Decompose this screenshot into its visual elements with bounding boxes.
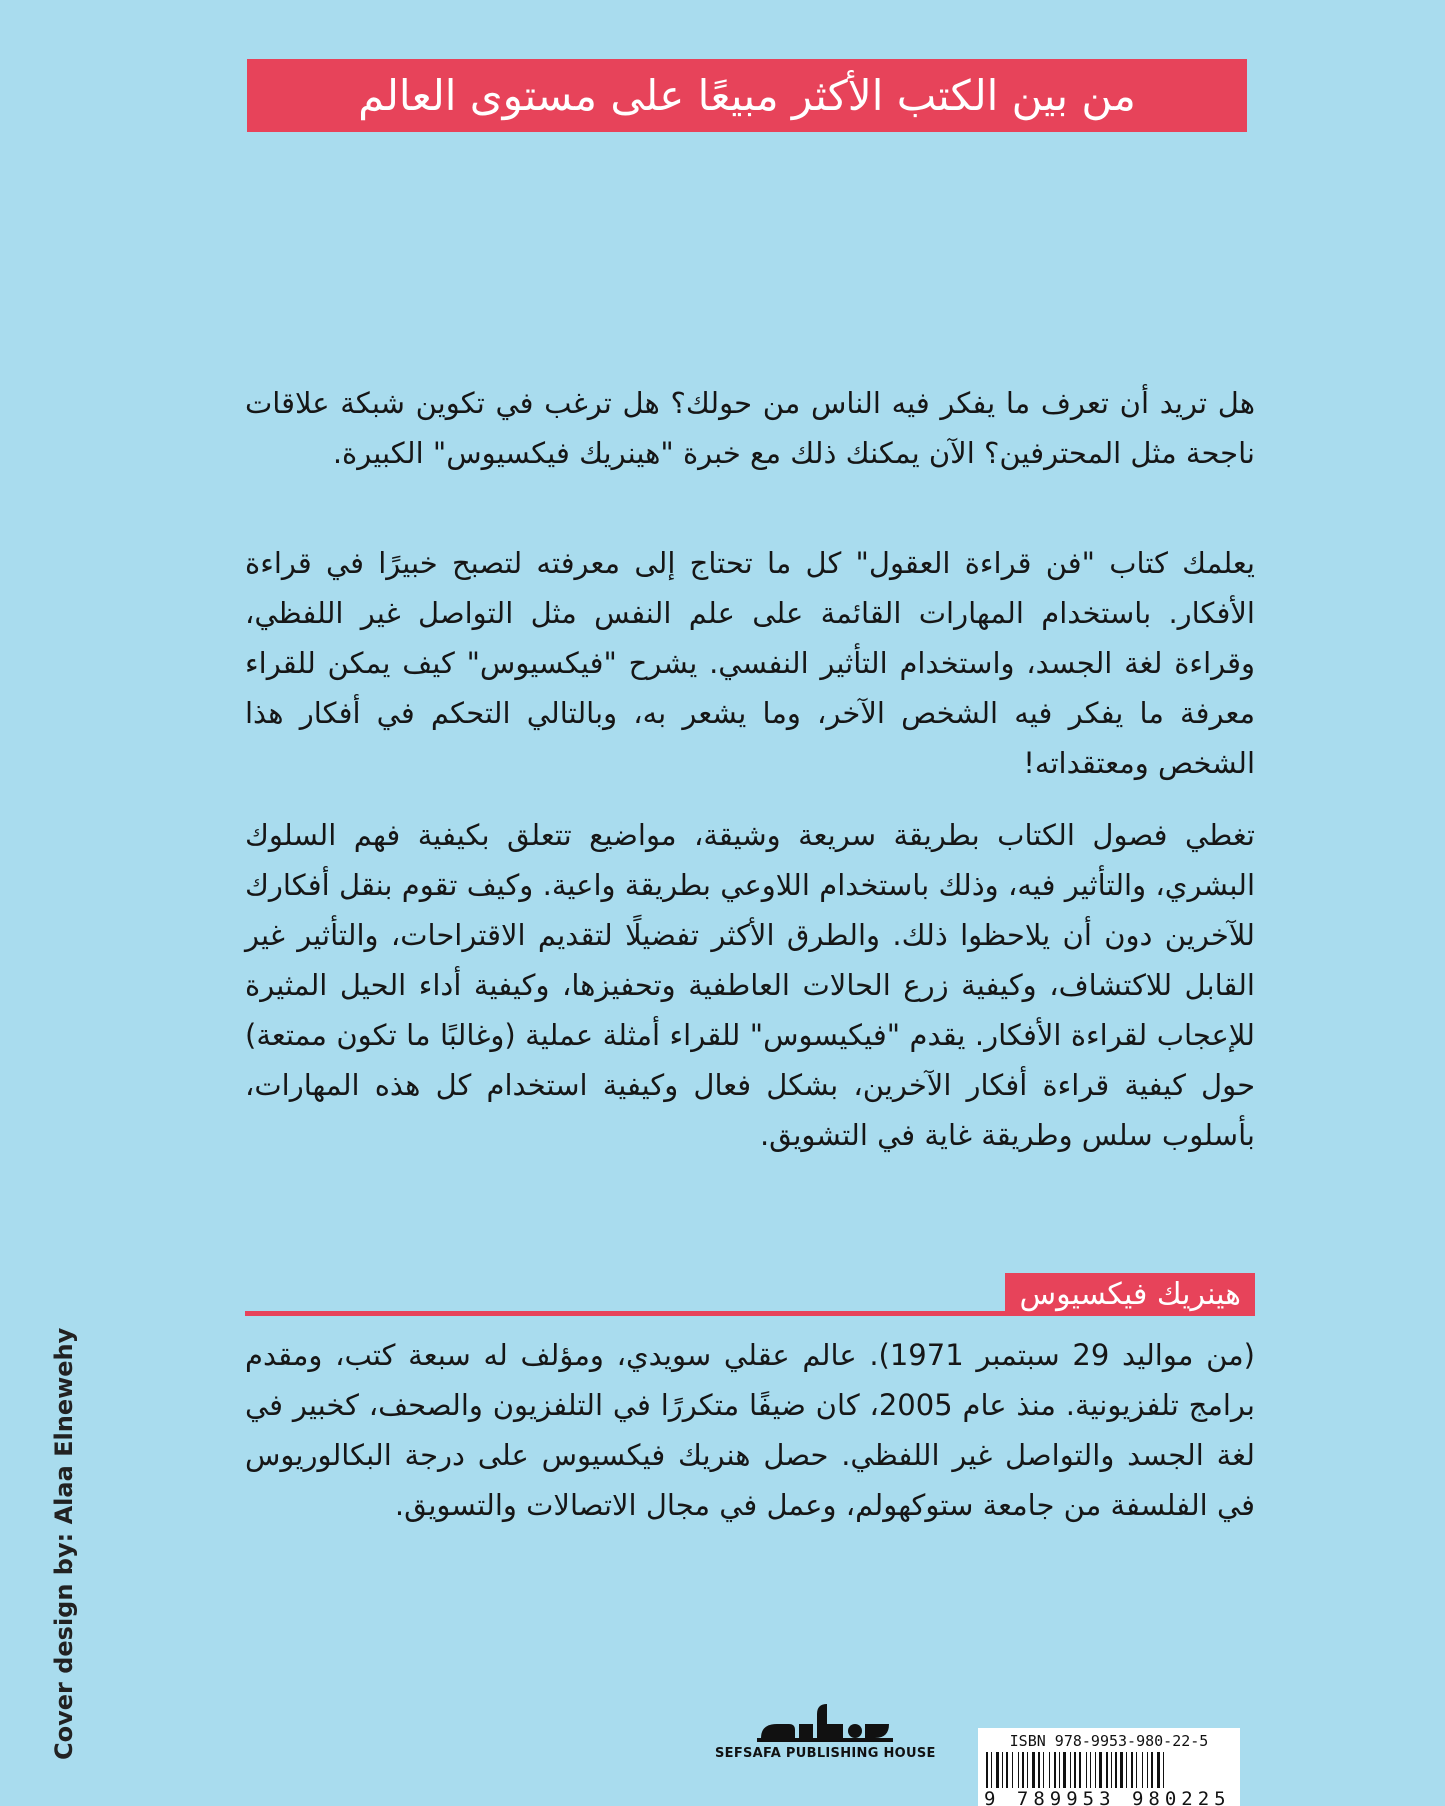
publisher-block [715,1700,935,1761]
cover-design-credit: Cover design by: Alaa Elnewehy [50,1327,78,1760]
author-bio: (من مواليد 29 سبتمبر 1971). عالم عقلي سويدي، ومؤلف له سبعة كتب، ومقدم برامج تلفزيونية. منذ عام 2005، كان ضيفًا متكررًا في التلفزيون والصحف، كخبير في لغة الجسد والتواصل غير اللفظي. حصل هنريك فيكسيوس على درجة البكالوريوس في الفلسفة من جامعة ستوكهولم، وعمل في مجال الاتصالات والتسويق. [245,1338,1255,1522]
sefsafa-logo-icon [755,1700,895,1744]
description-paragraph-3: تغطي فصول الكتاب بطريقة سريعة وشيقة، مواضيع تتعلق بكيفية فهم السلوك البشري، والتأثير فيه، وذلك باستخدام اللاوعي بطريقة واعية. وكيف تقوم بنقل أفكارك للآخرين دون أن يلاحظوا ذلك. والطرق الأكثر تفضيلًا لتقديم الاقتراحات، والتأثير غير القابل للاكتشاف، وكيفية زرع الحالات العاطفية وتحفيزها، وكيفية أداء الحيل المثيرة للإعجاب لقراءة الأفكار. يقدم "فيكيسوس" للقراء أمثلة عملية (وغالبًا ما تكون ممتعة) حول كيفية قراءة أفكار الآخرين، بشكل فعال وكيفية استخدام كل هذه المهارات، بأسلوب سلس وطريقة غاية في التشويق. [245,818,1255,1152]
isbn-number: ISBN 978-9953-980-22-5 [1009,1732,1209,1750]
author-name-tag: هينريك فيكسيوس [1005,1273,1255,1316]
bestseller-banner: من بين الكتب الأكثر مبيعًا على مستوى العالم [247,59,1247,132]
barcode-digits: 9 789953 980225 [984,1788,1231,1806]
publisher-name: SEFSAFA PUBLISHING HOUSE [715,1746,936,1761]
description-paragraph-2: يعلمك كتاب "فن قراءة العقول" كل ما تحتاج إلى معرفته لتصبح خبيرًا في قراءة الأفكار. باستخدام المهارات القائمة على علم النفس مثل التواصل غير اللفظي، وقراءة لغة الجسد، واستخدام التأثير النفسي. يشرح "فيكسيوس" كيف يمكن للقراء معرفة ما يفكر فيه الشخص الآخر، وما يشعر به، وبالتالي التحكم في أفكار هذا الشخص ومعتقداته! [245,546,1255,780]
isbn-barcode [978,1728,1240,1806]
description-paragraph-1: هل تريد أن تعرف ما يفكر فيه الناس من حولك؟ هل ترغب في تكوين شبكة علاقات ناجحة مثل المحترفين؟ الآن يمكنك ذلك مع خبرة "هينريك فيكسيوس" الكبيرة. [245,386,1255,470]
